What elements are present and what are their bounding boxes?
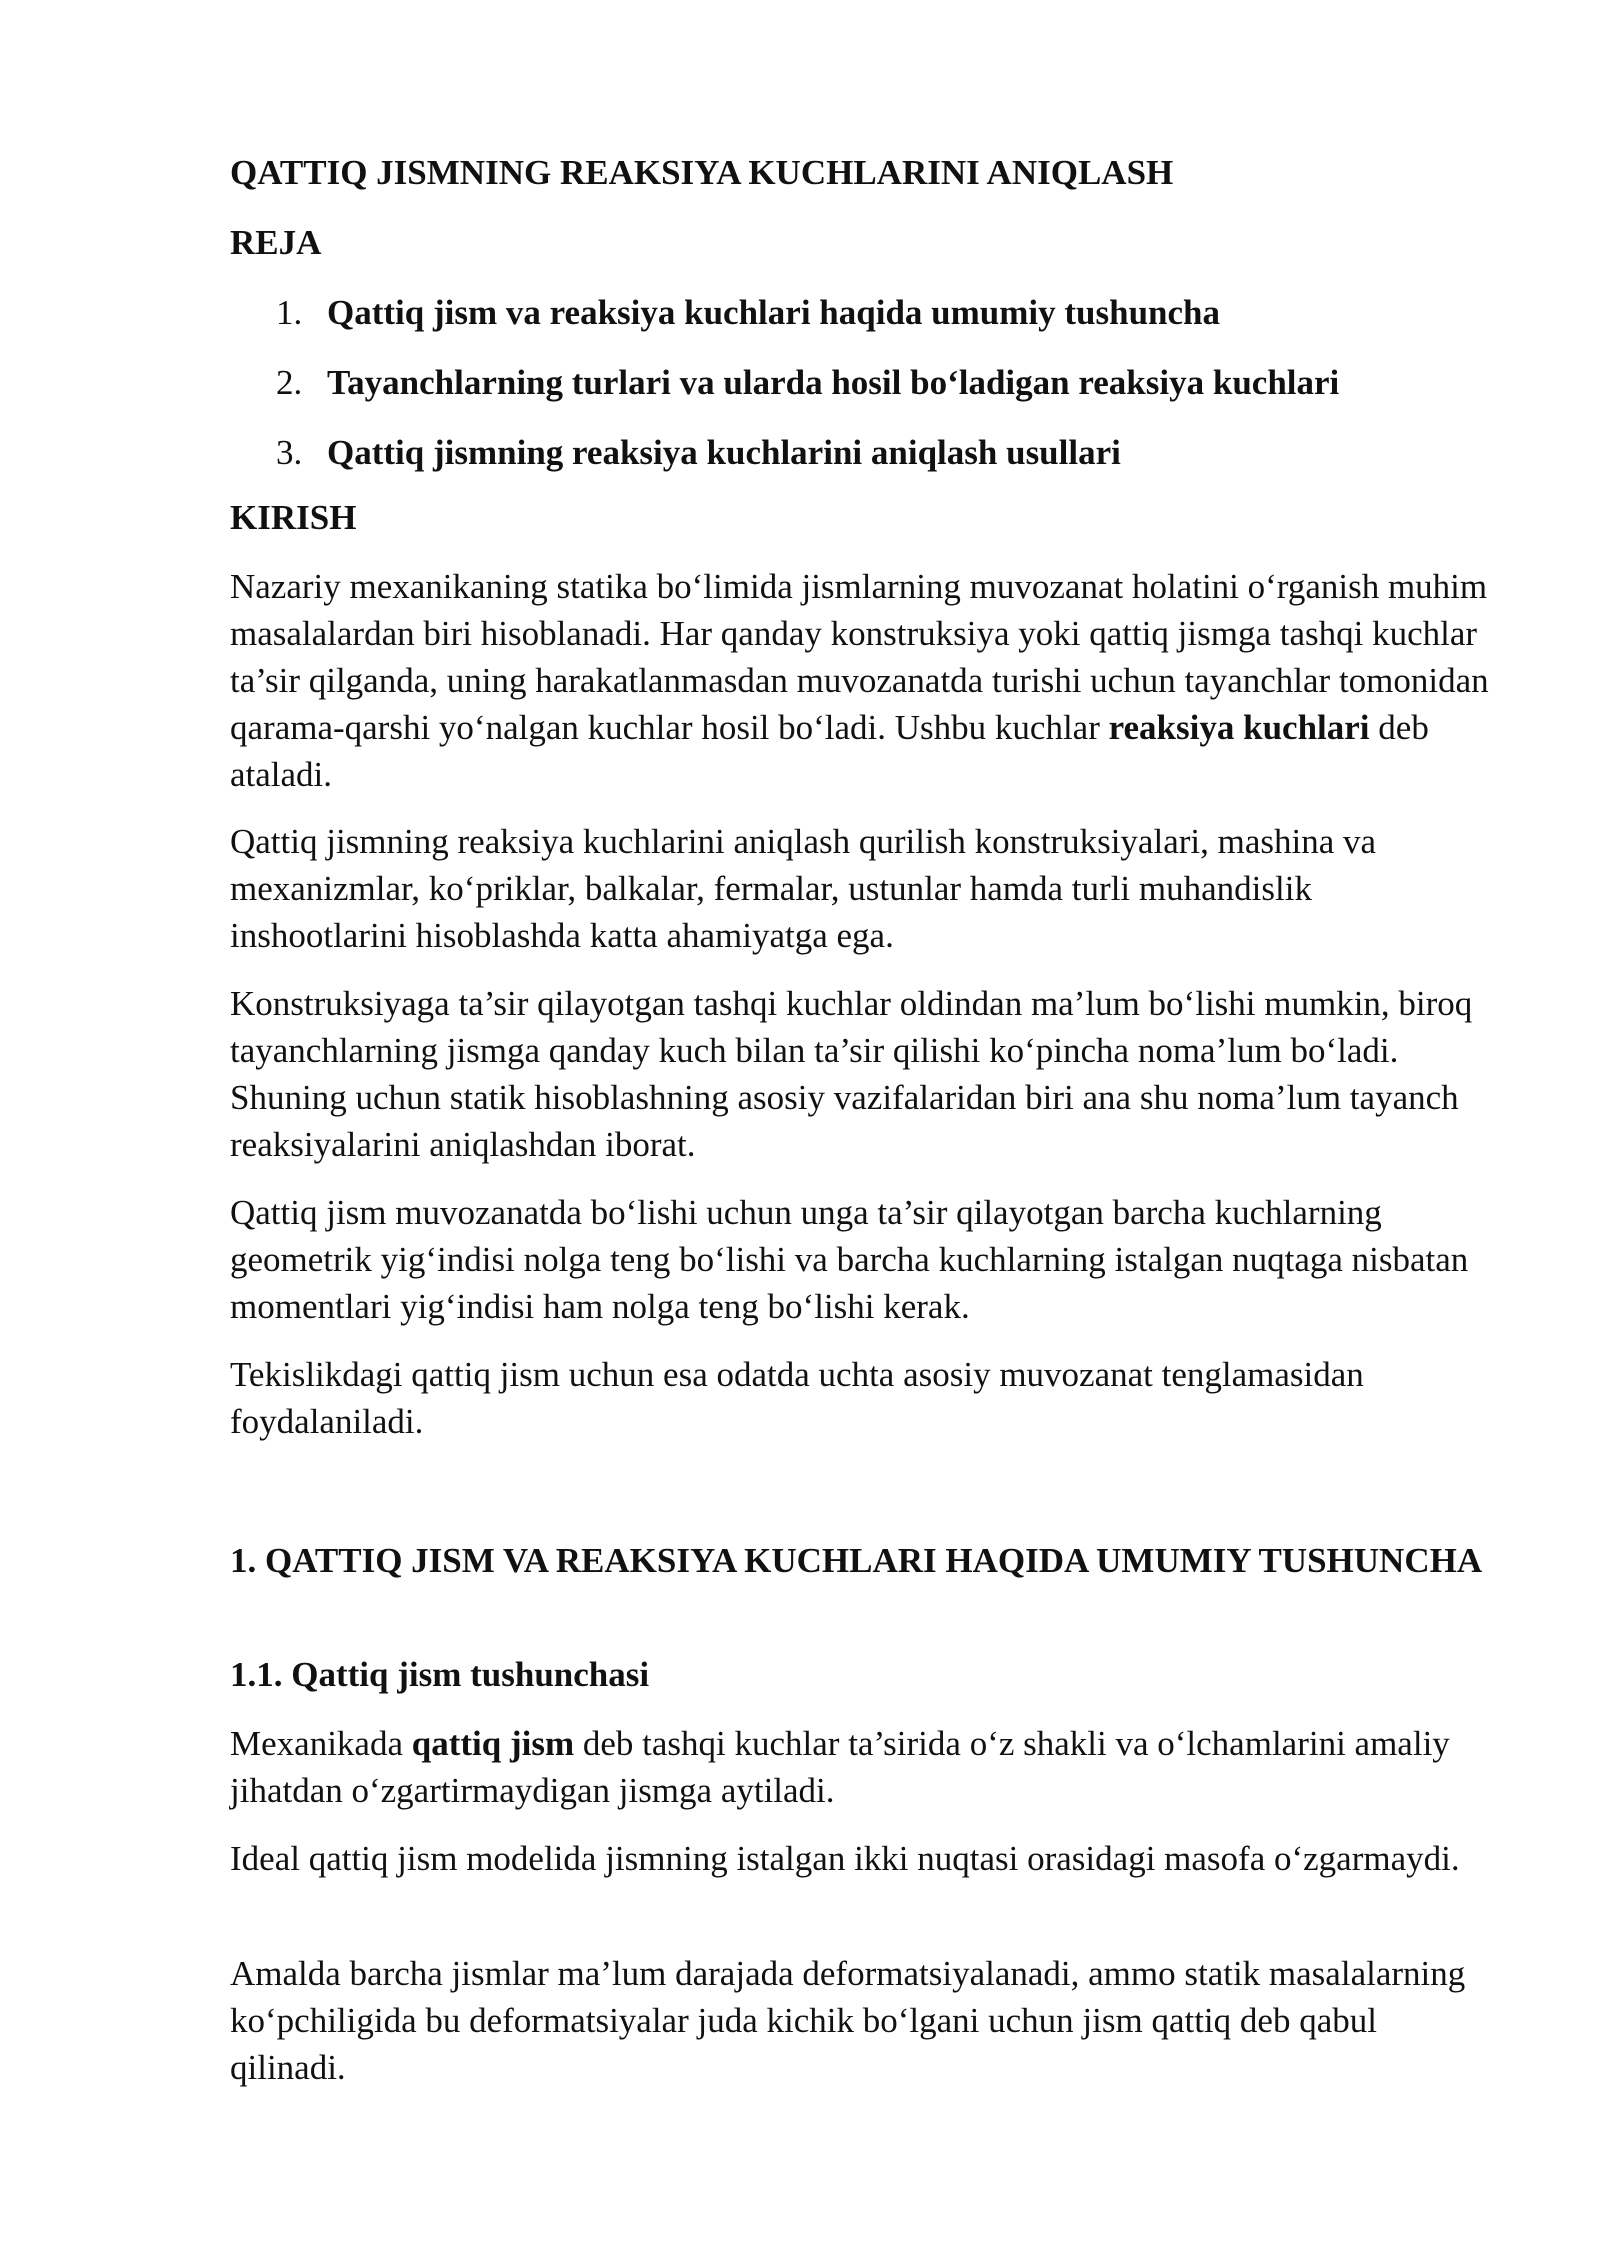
plan-item-number: 2. (276, 363, 303, 402)
intro-paragraph-1-end: deb ataladi. (230, 708, 1429, 794)
intro-paragraph-5: Tekislikdagi qattiq jism uchun esa odatda uchta asosiy muvozanat tenglamasidan foydalaniladi. (230, 1355, 1364, 1441)
intro-paragraph-4: Qattiq jism muvozanatda bo‘lishi uchun unga ta’sir qilayotgan barcha kuchlarning geometrik yig‘indisi nolga teng bo‘lishi va barcha kuchlarning istalgan nuqtaga nisbatan momentlari yig‘indisi ham nolga teng bo‘lishi kerak. (230, 1193, 1469, 1326)
plan-item-text: Qattiq jismning reaksiya kuchlarini aniqlash usullari (327, 433, 1121, 472)
plan-item-text: Tayanchlarning turlari va ularda hosil bo‘ladigan reaksiya kuchlari (327, 363, 1340, 402)
section-1-paragraph-1-start: Mexanikada (230, 1724, 412, 1763)
plan-item-number: 1. (276, 293, 303, 332)
section-1-paragraph-3: Amalda barcha jismlar ma’lum darajada deformatsiyalanadi, ammo statik masalalarning ko‘pchiligida bu deformatsiyalar juda kichik bo‘lgani uchun jism qattiq deb qabul qilinadi. (230, 1954, 1466, 2087)
subsection-1-1-heading: 1.1. Qattiq jism tushunchasi (230, 1655, 650, 1694)
plan-item-text: Qattiq jism va reaksiya kuchlari haqida umumiy tushuncha (327, 293, 1221, 332)
plan-item-number: 3. (276, 433, 303, 472)
section-1-paragraph-1 (230, 1720, 1490, 1814)
plan-heading: REJA (230, 223, 322, 262)
intro-paragraph-1 (230, 563, 1490, 798)
section-1-paragraph-1-bold-term: qattiq jism (411, 1724, 575, 1763)
section-1-paragraph-1-end: deb tashqi kuchlar ta’sirida o‘z shakli va o‘lchamlarini amaliy jihatdan o‘zgartirmaydigan jismga aytiladi. (230, 1724, 1450, 1810)
intro-paragraph-1-start: Nazariy mexanikaning statika bo‘limida jismlarning muvozanat holatini o‘rganish muhim masalalardan biri hisoblanadi. Har qanday konstruksiya yoki qattiq jismga tashqi kuchlar ta’sir qilganda, uning harakatlanmasdan muvozanatda turishi uchun tayanchlar tomonidan qarama-qarshi yo‘nalgan kuchlar hosil bo‘ladi. Ushbu kuchlar (230, 567, 1489, 747)
intro-paragraph-1-bold-term: reaksiya kuchlari (1108, 708, 1370, 747)
intro-heading: KIRISH (230, 498, 357, 537)
section-1-heading: 1. QATTIQ JISM VA REAKSIYA KUCHLARI HAQIDA UMUMIY TUSHUNCHA (230, 1541, 1483, 1580)
intro-paragraph-3: Konstruksiyaga ta’sir qilayotgan tashqi kuchlar oldindan ma’lum bo‘lishi mumkin, biroq tayanchlarning jismga qanday kuch bilan ta’sir qilishi ko‘pincha noma’lum bo‘ladi. Shuning uchun statik hisoblashning asosiy vazifalaridan biri ana shu noma’lum tayanch reaksiyalarini aniqlashdan iborat. (230, 984, 1473, 1164)
document-title: QATTIQ JISMNING REAKSIYA KUCHLARINI ANIQLASH (230, 153, 1174, 192)
intro-paragraph-2: Qattiq jismning reaksiya kuchlarini aniqlash qurilish konstruksiyalari, mashina va mexanizmlar, ko‘priklar, balkalar, fermalar, ustunlar hamda turli muhandislik inshootlarini hisoblashda katta ahamiyatga ega. (230, 822, 1377, 955)
section-1-paragraph-2: Ideal qattiq jism modelida jismning istalgan ikki nuqtasi orasidagi masofa o‘zgarmaydi. (230, 1839, 1460, 1878)
